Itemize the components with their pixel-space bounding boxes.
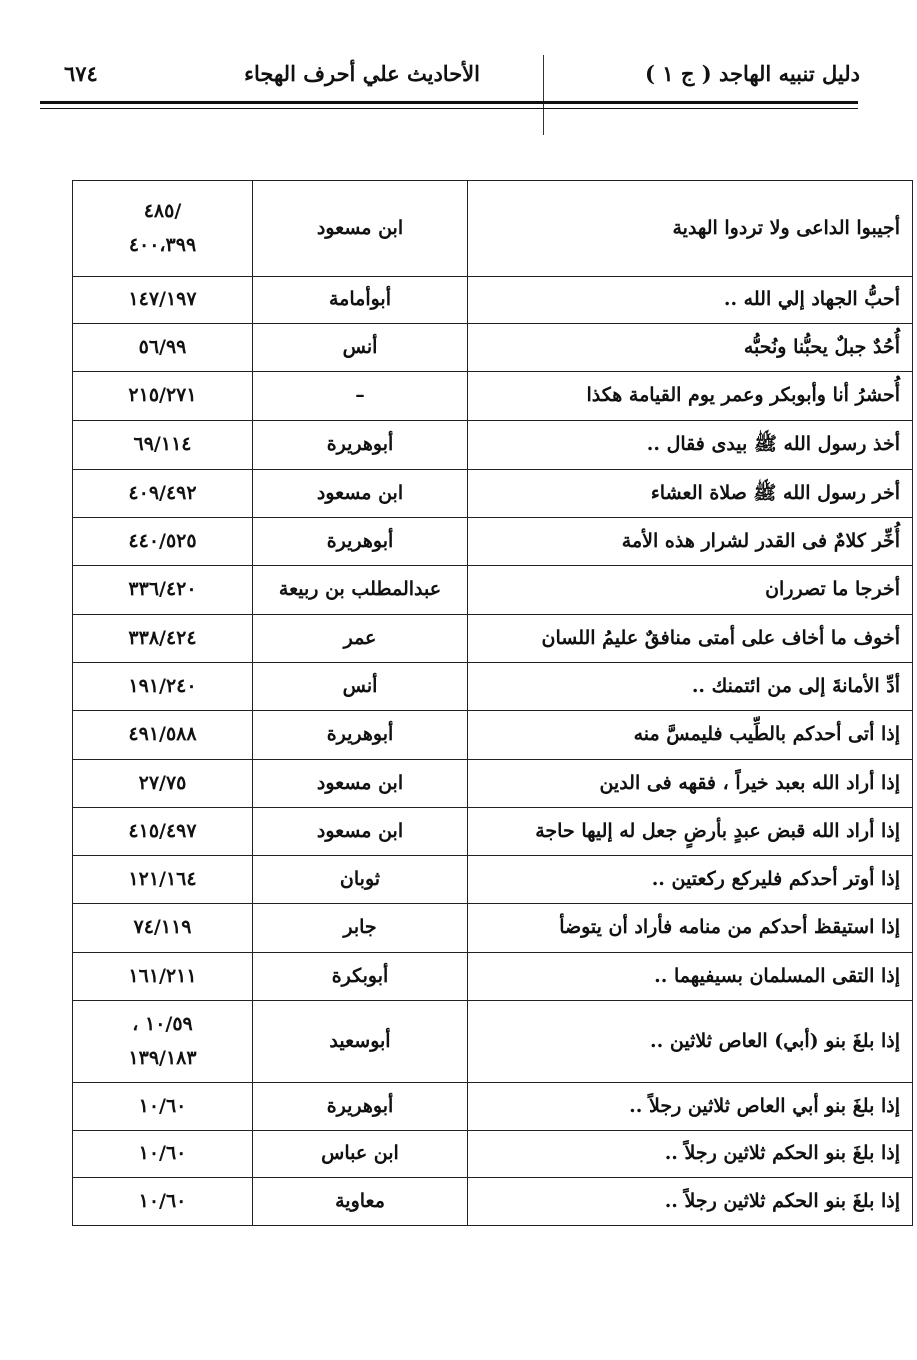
hadith-text: أخر رسول الله ﷺ صلاة العشاء (468, 470, 913, 518)
reference-number: ١٩١/٢٤٠ (128, 674, 197, 697)
reference-cell (73, 1131, 253, 1178)
reference-cell (73, 904, 253, 953)
table-row (73, 904, 913, 953)
reference-cell (73, 711, 253, 760)
hadith-text: أُحشرُ أنا وأبوبكر وعمر يوم القيامة هكذا (468, 372, 913, 421)
reference-number: ٤٩١/٥٨٨ (128, 723, 197, 746)
header-rule-thin (40, 108, 858, 109)
reference-cell (73, 1001, 253, 1083)
reference-cell (73, 372, 253, 421)
reference-cell (73, 663, 253, 711)
hadith-text: إذا استيقظ أحدكم من منامه فأراد أن يتوضأ (468, 904, 913, 953)
hadith-text: إذا بلغَ بنو الحكم ثلاثين رجلاً .. (468, 1131, 913, 1178)
table-row (73, 518, 913, 566)
table-row (73, 324, 913, 372)
book-title: دليل تنبيه الهاجد ( ج ١ ) (645, 61, 860, 86)
narrator: أبوهريرة (253, 518, 468, 566)
narrator: معاوية (253, 1178, 468, 1226)
hadith-text: إذا أراد الله بعبد خيراً ، فقهه فى الدين (468, 760, 913, 808)
reference-number: ٧٤/١١٩ (133, 916, 192, 939)
reference-cell (73, 421, 253, 470)
narrator: أبوأمامة (253, 277, 468, 324)
reference-number: ٢١٥/٢٧١ (128, 384, 197, 407)
table-row (73, 953, 913, 1001)
table-row (73, 760, 913, 808)
narrator: أنس (253, 663, 468, 711)
narrator: عمر (253, 615, 468, 663)
hadith-text: أخذ رسول الله ﷺ بيدى فقال .. (468, 421, 913, 470)
reference-number: ٤٤٠/٥٢٥ (128, 529, 197, 552)
table-row (73, 1083, 913, 1131)
table-row (73, 1131, 913, 1178)
reference-number: /٤٨٥ (143, 199, 182, 222)
narrator: جابر (253, 904, 468, 953)
reference-cell (73, 181, 253, 277)
table-row (73, 1178, 913, 1226)
table-row (73, 856, 913, 904)
reference-cell (73, 324, 253, 372)
reference-cell (73, 760, 253, 808)
header-separator (543, 55, 544, 135)
hadith-text: إذا التقى المسلمان بسيفيهما .. (468, 953, 913, 1001)
reference-number: ٣٣٨/٤٢٤ (128, 626, 197, 649)
reference-number: ٦٩/١١٤ (133, 433, 192, 456)
table-row (73, 566, 913, 615)
narrator: ابن مسعود (253, 808, 468, 856)
narrator: ابن مسعود (253, 760, 468, 808)
reference-number: ٤١٥/٤٩٧ (128, 819, 197, 842)
narrator: أبوهريرة (253, 711, 468, 760)
narrator: أبوبكرة (253, 953, 468, 1001)
table-row (73, 808, 913, 856)
reference-cell (73, 470, 253, 518)
reference-number: ١٦١/٢١١ (128, 964, 197, 987)
narrator: أبوهريرة (253, 1083, 468, 1131)
hadith-text: إذا أتى أحدكم بالطِّيب فليمسَّ منه (468, 711, 913, 760)
narrator: ابن مسعود (253, 470, 468, 518)
hadith-text: أدِّ الأمانةَ إلى من ائتمنك .. (468, 663, 913, 711)
narrator: ثوبان (253, 856, 468, 904)
table-row (73, 372, 913, 421)
narrator: أبوهريرة (253, 421, 468, 470)
reference-cell (73, 953, 253, 1001)
reference-cell (73, 808, 253, 856)
narrator: ابن عباس (253, 1131, 468, 1178)
reference-number: ١٤٧/١٩٧ (128, 288, 197, 311)
hadith-text: إذا بلغَ بنو أبي العاص ثلاثين رجلاً .. (468, 1083, 913, 1131)
reference-cell (73, 856, 253, 904)
table-row (73, 470, 913, 518)
reference-number: ١٢١/١٦٤ (128, 867, 197, 890)
page-number: ٦٧٤ (64, 61, 98, 86)
hadith-text: أُحُدٌ جبلٌ يحبُّنا ونُحبُّه (468, 324, 913, 372)
hadith-text: إذا أراد الله قبض عبدٍ بأرضٍ جعل له إليها حاجة (468, 808, 913, 856)
narrator: أنس (253, 324, 468, 372)
reference-cell (73, 1178, 253, 1226)
table-row (73, 663, 913, 711)
reference-number: ٣٣٦/٤٢٠ (128, 578, 197, 601)
hadith-text: إذا بلغَ بنو (أبي) العاص ثلاثين .. (468, 1001, 913, 1083)
reference-cell (73, 518, 253, 566)
section-title: الأحاديث علي أحرف الهجاء (244, 61, 480, 86)
hadith-text: إذا أوتر أحدكم فليركع ركعتين .. (468, 856, 913, 904)
reference-number-continued: ٤٠٠،٣٩٩ (128, 233, 197, 256)
narrator: ابن مسعود (253, 181, 468, 277)
narrator: – (253, 372, 468, 421)
reference-cell (73, 277, 253, 324)
reference-number-continued: ١٣٩/١٨٣ (128, 1046, 197, 1069)
reference-number: ٢٧/٧٥ (138, 771, 187, 794)
hadith-text: أخوف ما أخاف على أمتى منافقٌ عليمُ اللسان (468, 615, 913, 663)
table-row (73, 421, 913, 470)
table-row (73, 1001, 913, 1083)
reference-number: ٥٦/٩٩ (138, 335, 187, 358)
hadith-text: أجيبوا الداعى ولا تردوا الهدية (468, 181, 913, 277)
page-header (40, 55, 860, 99)
table-row (73, 277, 913, 324)
reference-number: ١٠/٦٠ (138, 1189, 187, 1212)
table-row (73, 711, 913, 760)
hadith-text: أخرجا ما تصرران (468, 566, 913, 615)
table-row (73, 181, 913, 277)
reference-number: ٤٠٩/٤٩٢ (128, 481, 197, 504)
hadith-index-table (72, 180, 913, 1226)
reference-cell (73, 615, 253, 663)
hadith-text: أُخِّر كلامٌ فى القدر لشرار هذه الأمة (468, 518, 913, 566)
reference-number: ١٠/٦٠ (138, 1094, 187, 1117)
narrator: أبوسعيد (253, 1001, 468, 1083)
reference-cell (73, 1083, 253, 1131)
reference-number: ١٠/٥٩ ، (132, 1012, 193, 1035)
table-row (73, 615, 913, 663)
reference-number: ١٠/٦٠ (138, 1142, 187, 1165)
hadith-text: إذا بلغَ بنو الحكم ثلاثين رجلاً .. (468, 1178, 913, 1226)
hadith-text: أحبُّ الجهاد إلي الله .. (468, 277, 913, 324)
reference-cell (73, 566, 253, 615)
narrator: عبدالمطلب بن ربيعة (253, 566, 468, 615)
header-rule-thick (40, 101, 858, 104)
